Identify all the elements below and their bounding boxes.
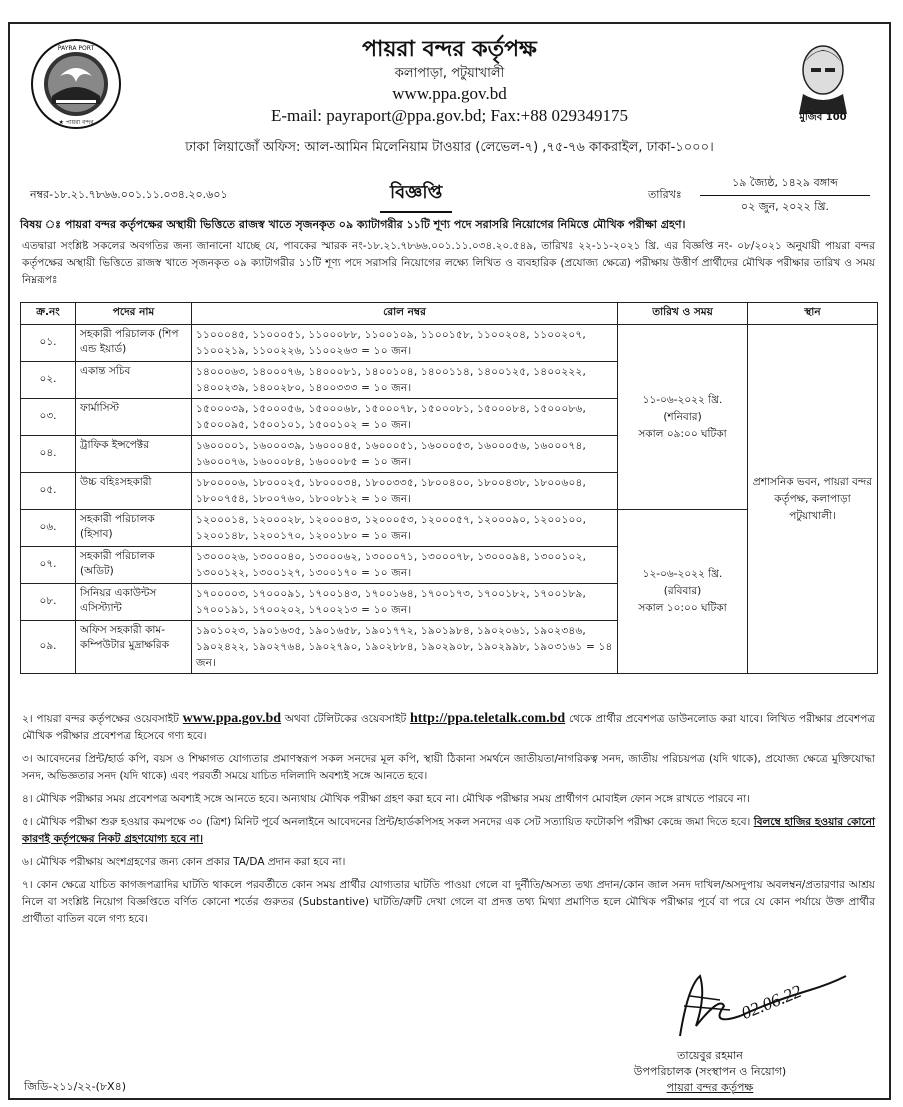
roll-cell: ১৭০০০০৩, ১৭০০০৯১, ১৭০০১৪৩, ১৭০০১৬৪, ১৭০০১৭৩, ১৭০০১৮২, ১৭০০১৮৯, ১৭০০১৯১, ১৭০০২০২, ১৭০০২১৩ = ১০ জন। (192, 584, 618, 621)
exam-date-2: ১২-০৬-২০২২ খ্রি. (642, 568, 723, 580)
para2-text-c: থেকে প্রার্থীর প্রবেশপত্র ডাউনলোড করা যাবে। লিখিত পরীক্ষার প্রবেশপত্র মৌখিক পরীক্ষার প্রবেশপত্র হিসেবে গণ্য হবে। (22, 713, 876, 742)
exam-day-1: (শনিবার) (663, 410, 702, 423)
org-contact: E-mail: payraport@ppa.gov.bd; Fax:+88 029349175 (271, 106, 628, 125)
signer-name: তায়েবুর রহমান (677, 1049, 743, 1062)
post-cell: উচ্চ বহিঃসহকারী (76, 473, 192, 510)
date-english: ০২ জুন, ২০২২ খ্রি. (740, 200, 830, 213)
roll-cell: ১৪০০০৬৩, ১৪০০০৭৬, ১৪০০০৮১, ১৪০০১০৪, ১৪০০১১৪, ১৪০০১২৫, ১৪০০২২২, ১৪০০২৩৯, ১৪০০২৮০, ১৪০০৩৩৩ = ১০ জন। (192, 362, 618, 399)
roll-cell: ১৮০০০০৬, ১৮০০০২৫, ১৮০০০৩৪, ১৮০০৩৩৫, ১৮০০৪০০, ১৮০০৪৩৮, ১৮০০৬০৪, ১৮০০৭৫৪, ১৮০০৭৬০, ১৮০০৮১২ = ১০ জন। (192, 473, 618, 510)
svg-text:মুজিব 100: মুজিব 100 (799, 112, 847, 122)
subject-line: বিষয় ঃ পায়রা বন্দর কর্তৃপক্ষের অস্থায়ী ভিত্তিতে রাজস্ব খাতে সৃজনকৃত ০৯ ক্যাটাগরীর ১১টি শূণ্য পদে সরাসরি নিয়োগের নিমিত্তে মৌখিক পরীক্ষা গ্রহণ। (20, 218, 686, 231)
exam-time-2: সকাল ১০:০০ ঘটিকা (638, 602, 727, 614)
paragraph-2 (22, 710, 875, 745)
intro-paragraph: এতদ্বারা সংশ্লিষ্ট সকলের অবগতির জন্য জানানো যাচ্ছে যে, পাবকের স্মারক নং-১৮.২১.৭৮৬৬.০০১.১১.০৩৪.২০.৫৪৯, তারিখঃ ২২-১১-২০২১ খ্রি. এর বিজ্ঞপ্তি নং- ০৮/২০২১ অনুযায়ী পায়রা বন্দর কর্তৃপক্ষের অস্থায়ী ভিত্তিতে রাজস্ব খাতে সৃজনকৃত ০৯ ক্যাটাগরীর ১১টি শূণ্য পদে সরাসরি নিয়োগের লক্ষ্যে লিখিত ও ব্যবহারিক (প্রযোজ্য ক্ষেত্রে) পরীক্ষায় উত্তীর্ণ প্রার্থীদের মৌখিক পরীক্ষার তারিখ ও সময় নিম্নরূপঃ (22, 240, 875, 286)
place-cell: প্রশাসনিক ভবন, পায়রা বন্দর কর্তৃপক্ষ, কলাপাড়া পটুয়াখালী। (748, 325, 878, 674)
date-label: তারিখঃ (648, 188, 682, 201)
roll-cell: ১৩০০০২৬, ১৩০০০৪০, ১৩০০০৬২, ১৩০০০৭১, ১৩০০০৭৮, ১৩০০০৯৪, ১৩০০১০২, ১৩০০১২২, ১৩০০১২৭, ১৩০০১৭০ = ১০ জন। (192, 547, 618, 584)
ppa-website-link[interactable]: www.ppa.gov.bd (182, 711, 282, 726)
signer-org: পায়রা বন্দর কর্তৃপক্ষ (666, 1081, 754, 1094)
org-location: কলাপাড়া, পটুয়াখালী (394, 66, 505, 81)
paragraph-5 (22, 814, 875, 848)
interview-schedule-table (20, 302, 878, 674)
post-cell: ফার্মাসিস্ট (76, 399, 192, 436)
instructions (22, 710, 875, 934)
signer-block (580, 1048, 840, 1096)
org-name: পায়রা বন্দর কর্তৃপক্ষ (362, 36, 537, 62)
serial-cell: ০১. (21, 325, 76, 362)
post-cell: সহকারী পরিচালক (শিপ এন্ড ইয়ার্ড) (76, 325, 192, 362)
letterhead (10, 24, 889, 184)
serial-cell: ০৯. (21, 621, 76, 674)
serial-cell: ০৭. (21, 547, 76, 584)
serial-cell: ০২. (21, 362, 76, 399)
footer-code: জিডি-২১১/২২-(৮X৪) (24, 1080, 127, 1093)
post-cell: সহকারী পরিচালক (হিসাব) (76, 510, 192, 547)
table-header-row (21, 303, 878, 325)
serial-cell: ০৩. (21, 399, 76, 436)
notice-title: বিজ্ঞপ্তি (380, 178, 452, 213)
memo-row (20, 174, 879, 214)
post-cell: সিনিয়র একাউন্টস এসিস্ট্যান্ট (76, 584, 192, 621)
roll-cell: ১২০০০১৪, ১২০০০২৮, ১২০০০৪৩, ১২০০০৫৩, ১২০০০৫৭, ১২০০০৯০, ১২০০১০০, ১২০০১৪৮, ১২০০১৭০, ১২০০১৮০ = ১০ জন। (192, 510, 618, 547)
serial-cell: ০৮. (21, 584, 76, 621)
memo-number: নম্বর-১৮.২১.৭৮৬৬.০০১.১১.০৩৪.২০.৬০১ (30, 188, 228, 201)
roll-cell: ১১০০০৪৫, ১১০০০৫১, ১১০০০৮৮, ১১০০১০৯, ১১০০১৫৮, ১১০০২০৪, ১১০০২০৭, ১১০০২১৯, ১১০০২২৬, ১১০০২৬৩ = ১০ জন। (192, 325, 618, 362)
paragraph-4: ৪। মৌখিক পরীক্ষার সময় প্রবেশপত্র অবশ্যই সঙ্গে আনতে হবে। অন্যথায় মৌখিক পরীক্ষা গ্রহণ করা হবে না। মৌখিক পরীক্ষার সময় প্রার্থীগণ মোবাইল ফোন সঙ্গে রাখতে পারবে না। (22, 793, 750, 805)
header-serial: ক্র.নং (21, 303, 76, 325)
roll-cell: ১৫০০০৩৯, ১৫০০০৫৬, ১৫০০০৬৮, ১৫০০০৭৮, ১৫০০০৮১, ১৫০০০৮৪, ১৫০০০৮৬, ১৫০০০৯৫, ১৫০০১০১, ১৫০০১০২ = ১০ জন। (192, 399, 618, 436)
signature-date: 02.06.22 (738, 980, 805, 1024)
header-roll: রোল নম্বর (192, 303, 618, 325)
header-datetime: তারিখ ও সময় (618, 303, 748, 325)
para5-text-a: ৫। মৌখিক পরীক্ষা শুরু হওয়ার কমপক্ষে ৩০ (ত্রিশ) মিনিট পূর্বে অনলাইনে আবেদনের প্রিন্ট/হার্ডকপিসহ সকল সনদের এক সেট সত্যায়িত ফটোকপি পরীক্ষা কেন্দ্রে জমা দিতে হবে। (22, 816, 751, 828)
post-cell: একান্ত সচিব (76, 362, 192, 399)
roll-cell: ১৯০১০২৩, ১৯০১৬৩৫, ১৯০১৬৫৮, ১৯০১৭৭২, ১৯০১৯৮৪, ১৯০২০৬১, ১৯০২৩৪৬, ১৯০২৪২২, ১৯০২৭৬৪, ১৯০২৭৯০, ১৯০২৮৮৪, ১৯০২৯০৮, ১৯০২৯৯৮, ১৯০৩১৬১ = ১৪ জন। (192, 621, 618, 674)
table-row (21, 325, 878, 362)
notice-frame (8, 22, 891, 1100)
date-box (700, 174, 870, 217)
serial-cell: ০৬. (21, 510, 76, 547)
serial-cell: ০৪. (21, 436, 76, 473)
post-cell: সহকারী পরিচালক (অডিট) (76, 547, 192, 584)
svg-text:★ পায়রা বন্দর: ★ পায়রা বন্দর (58, 119, 94, 126)
datetime-cell-day1 (618, 325, 748, 510)
datetime-cell-day2 (618, 510, 748, 674)
dhaka-office-address: ঢাকা লিয়াজোঁ অফিস: আল-আমিন মিলেনিয়াম টাওয়ার (লেভেল-৭) ,৭৫-৭৬ কাকরাইল, ঢাকা-১০০০। (185, 140, 714, 155)
para2-text-b: অথবা টেলিটকের ওয়েবসাইট (284, 713, 407, 725)
para2-text-a: ২। পায়রা বন্দর কর্তৃপক্ষের ওয়েবসাইট (22, 713, 179, 725)
post-cell: ট্রাফিক ইন্সপেক্টর (76, 436, 192, 473)
paragraph-7: ৭। কোন ক্ষেত্রে যাচিত কাগজপত্রাদির ঘাটতি থাকলে পরবর্তীতে কোন সময় প্রার্থীর যোগ্যতার ঘাটতি পাওয়া গেলে বা দুর্নীতি/অসত্য তথ্য প্রদান/কোন জাল সনদ দাখিল/অসদুপায় অবলম্বন/প্রতারণার আশ্রয় নিলে বা সংশ্লিষ্ট নিয়োগ বিজ্ঞপ্তিতে বর্ণিত কোনো শর্তের গুরুতর (Substantive) ঘাটতি/ত্রুটি দেখা গেলে বা প্রদত্ত তথ্য মিথ্যা প্রমাণিত হলে মৌখিক পরীক্ষার পূর্বে বা পরে যে কোন পর্যায়ে উক্ত প্রার্থীর প্রার্থীতা বাতিল বলে গণ্য হবে। (22, 879, 875, 925)
serial-cell: ০৫. (21, 473, 76, 510)
exam-date-1: ১১-০৬-২০২২ খ্রি. (642, 393, 723, 406)
date-bangla: ১৯ জ্যৈষ্ঠ, ১৪২৯ বঙ্গাব্দ (700, 174, 870, 196)
header-post: পদের নাম (76, 303, 192, 325)
signer-designation: উপপরিচালক (সংস্থাপন ও নিয়োগ) (633, 1065, 787, 1078)
para5-warning: বিলম্বে হাজির হওয়ার কোনো কারণই কর্তৃপক্ষের নিকট গ্রহণযোগ্য হবে না। (22, 816, 875, 845)
mujib-100-logo (775, 34, 871, 122)
org-website[interactable]: www.ppa.gov.bd (392, 84, 507, 103)
svg-text:PAYRA PORT: PAYRA PORT (57, 45, 95, 52)
exam-day-2: (রবিবার) (663, 585, 702, 597)
roll-cell: ১৬০০০০১, ১৬০০০৩৯, ১৬০০০৪৫, ১৬০০০৫১, ১৬০০০৫৩, ১৬০০০৫৬, ১৬০০০৭৪, ১৬০০০৭৬, ১৬০০০৮৪, ১৬০০০৮৫ = ১০ জন। (192, 436, 618, 473)
teletalk-website-link[interactable]: http://ppa.teletalk.com.bd (409, 711, 566, 726)
exam-time-1: সকাল ০৯:০০ ঘটিকা (638, 427, 727, 440)
paragraph-3: ৩। আবেদনের প্রিন্ট/হার্ড কপি, বয়স ও শিক্ষাগত যোগ্যতার প্রমাণস্বরূপ সকল সনদের মূল কপি, স্থায়ী ঠিকানা সমর্থনে জাতীয়তা/নাগরিকত্ব সনদ, জাতীয় পরিচয়পত্র (যদি থাকে), প্রযোজ্য ক্ষেত্রে মুক্তিযোদ্ধা সনদ, অভিজ্ঞতার সনদ (যদি থাকে) এবং পরবর্তী সময়ে যাচিত দলিলাদি অবশ্যই সঙ্গে আনতে হবে। (22, 753, 875, 782)
header-place: স্থান (748, 303, 878, 325)
post-cell: অফিস সহকারী কাম-কম্পিউটার মুদ্রাক্ষরিক (76, 621, 192, 674)
paragraph-6: ৬। মৌখিক পরীক্ষায় অংশগ্রহণের জন্য কোন প্রকার TA/DA প্রদান করা হবে না। (22, 856, 346, 868)
